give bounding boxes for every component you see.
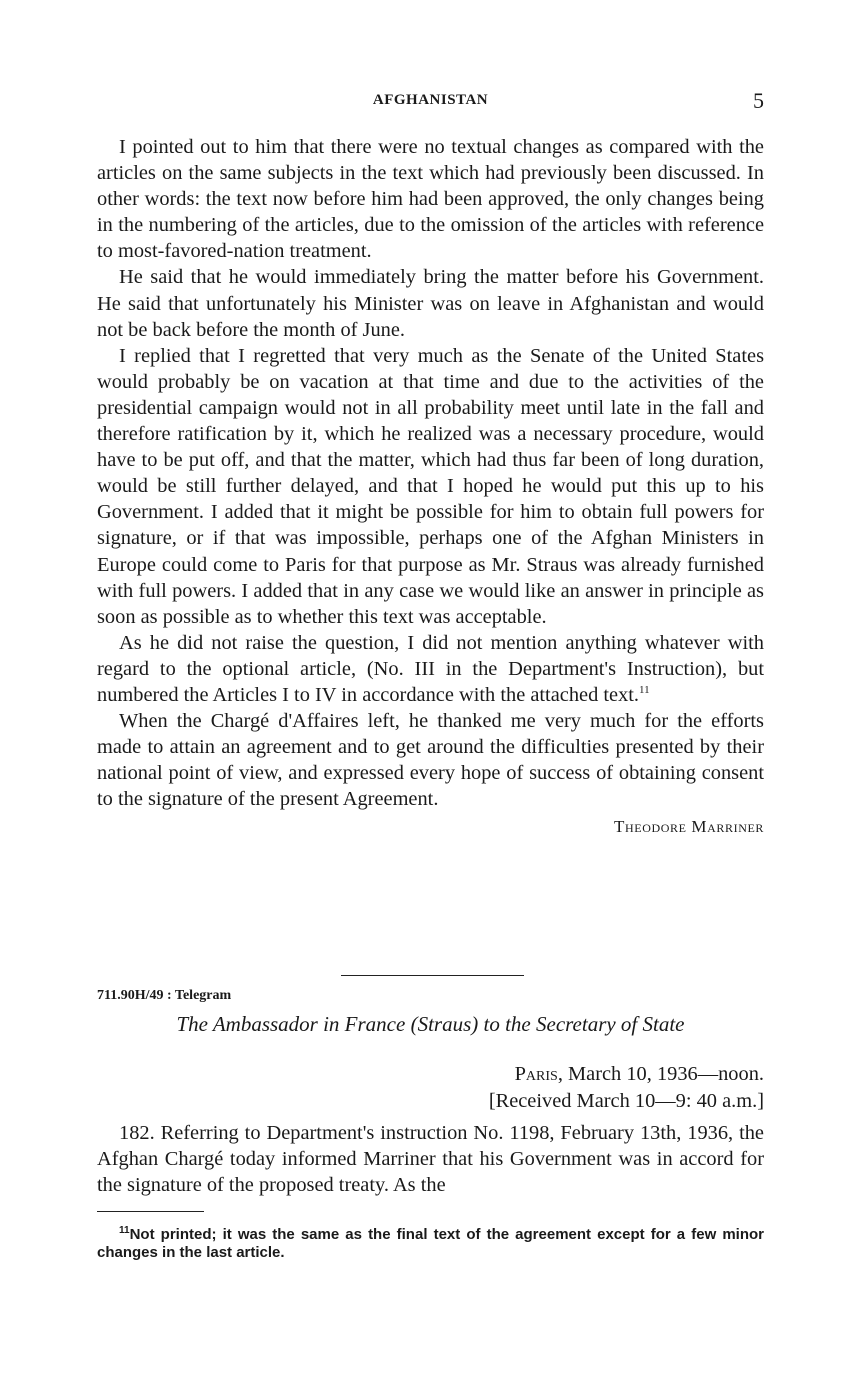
memorandum-body bbox=[97, 134, 764, 840]
document-title bbox=[97, 1012, 764, 1037]
footnote-text: Not printed; it was the same as the final text of the agreement except for a few minor changes in the last article. bbox=[97, 1226, 764, 1261]
body-paragraph: 182. Referring to Department's instruction No. 1198, February 13th, 1936, the Afghan Chargé today informed Marriner that his Government was in accord for the signature of the proposed treaty. As the bbox=[97, 1122, 764, 1197]
date-line bbox=[489, 1061, 764, 1088]
body-paragraph bbox=[97, 630, 764, 708]
body-paragraph: I replied that I regretted that very much as the Senate of the United States would probably be on vacation at that time and due to the activities of the presidential campaign would not in all probability meet until late in the fall and therefore ratification by it, which he realized was a necessary procedure, would have to be put off, and that the matter, which had thus far been of long duration, would be still further delayed, and that I hoped he would put this up to his Government. I added that it might be possible for him to obtain full powers for signature, or if that was impossible, perhaps one of the Afghan Ministers in Europe could come to Paris for that purpose as Mr. Straus was already furnished with full powers. I added that in any case we would like an answer in principle as soon as possible as to whether this text was acceptable. bbox=[97, 344, 764, 628]
date-time: , March 10, 1936—noon. bbox=[557, 1063, 764, 1085]
page-number: 5 bbox=[753, 88, 764, 113]
place: Paris bbox=[514, 1063, 558, 1085]
running-title: AFGHANISTAN bbox=[372, 92, 489, 108]
received-line: [Received March 10—9: 40 a.m.] bbox=[488, 1090, 764, 1112]
page-header bbox=[97, 88, 764, 118]
paragraph-text: As he did not raise the question, I did not mention anything whatever with regard to the optional article, (No. III in the Department's Instruction), but numbered the Articles I to IV in accordance with the attached text. bbox=[97, 631, 764, 706]
title-text: ) to the Secretary of State bbox=[471, 1012, 685, 1036]
dateline bbox=[489, 1061, 764, 1115]
footnote bbox=[97, 1226, 764, 1262]
title-text: The Ambassador in France ( bbox=[176, 1012, 418, 1036]
footnote-marker: 11 bbox=[119, 1225, 130, 1236]
body-paragraph: When the Chargé d'Affaires left, he thanked me very much for the efforts made to attain an agreement and to get around the difficulties presented by their national point of view, and expressed every hope of success of obtaining consent to the signature of the present Agreement. bbox=[97, 710, 764, 811]
file-reference: 711.90H/49 : Telegram bbox=[97, 988, 232, 1003]
body-paragraph: I pointed out to him that there were no textual changes as compared with the articles on the same subjects in the text which had previously been discussed. In other words: the text now before him had been approved, the only changes being in the numbering of the articles, due to the omission of the articles with reference to most-favored-nation treatment. bbox=[97, 136, 764, 263]
signature: Theodore Marriner bbox=[614, 817, 764, 837]
footnote-separator bbox=[97, 1211, 204, 1212]
footnote-reference: 11 bbox=[639, 684, 650, 697]
body-paragraph: He said that he would immediately bring the matter before his Government. He said that unfortunately his Minister was on leave in Afghanistan and would not be back before the month of June. bbox=[97, 266, 764, 341]
title-name: Straus bbox=[417, 1012, 472, 1036]
section-separator bbox=[341, 975, 524, 976]
telegram-body bbox=[97, 1120, 764, 1198]
